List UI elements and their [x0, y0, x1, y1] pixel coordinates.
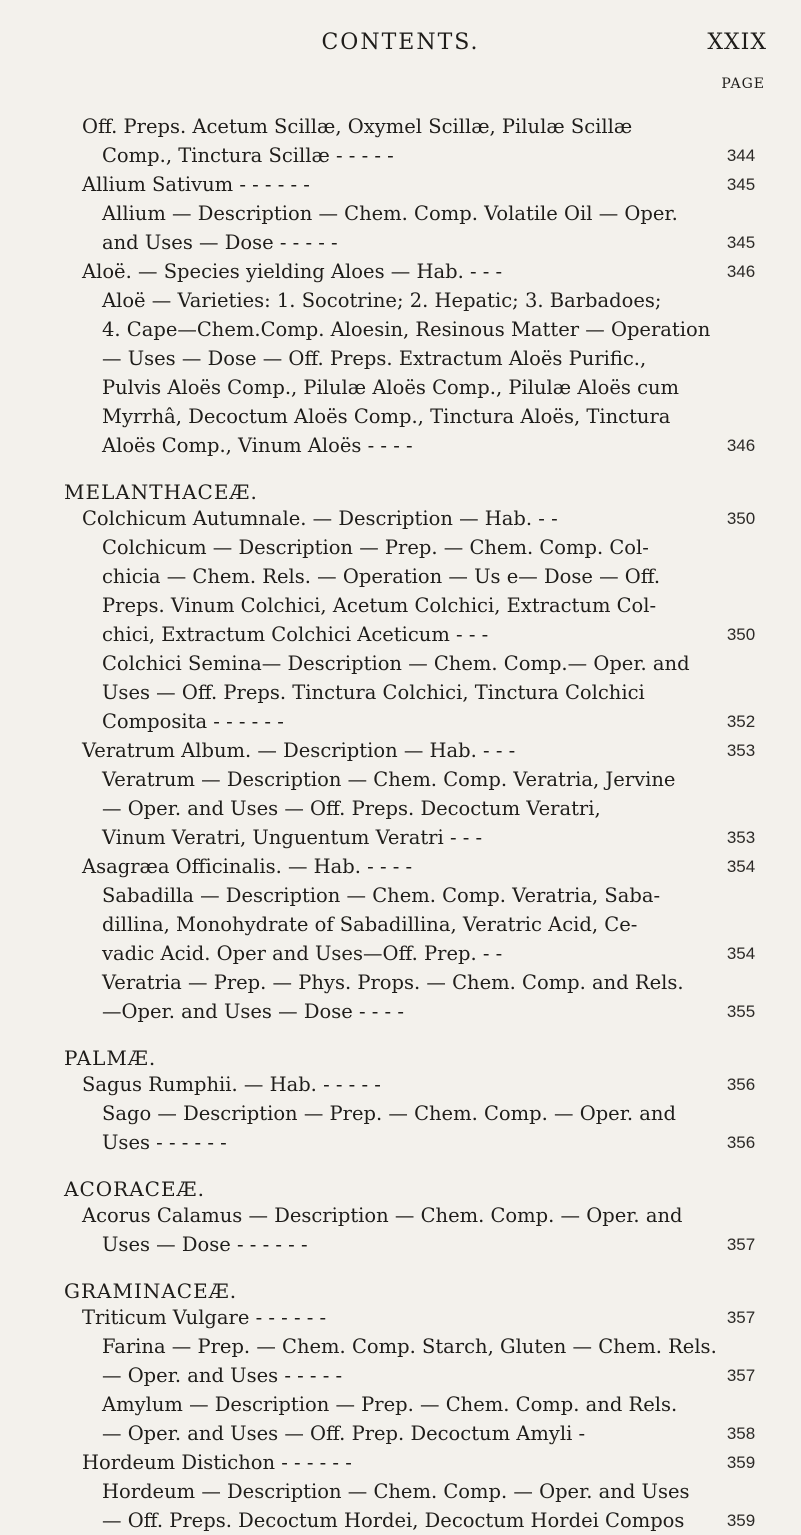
entry-text: Allium — Description — Chem. Comp. Volatile Oil — Oper. — [102, 202, 678, 225]
contents-entry — [0, 707, 801, 736]
contents-entry — [0, 286, 801, 315]
entry-text: Amylum — Description — Prep. — Chem. Comp. and Rels. — [102, 1393, 678, 1416]
section-gap — [0, 460, 801, 470]
entry-text: Hordeum Distichon - - - - - - — [82, 1451, 352, 1474]
contents-entry — [0, 736, 801, 765]
contents-entry — [0, 1201, 801, 1230]
contents-entry — [0, 997, 801, 1026]
contents-entry — [0, 170, 801, 199]
entry-page-number: 345 — [726, 175, 756, 194]
contents-entry — [0, 373, 801, 402]
contents-entry — [0, 1128, 801, 1157]
contents-entry — [0, 1477, 801, 1506]
contents-entry — [0, 649, 801, 678]
section-heading-text: MELANTHACEÆ. — [64, 480, 258, 504]
contents-entry — [0, 1070, 801, 1099]
entry-text: Aloë. — Species yielding Aloes — Hab. - - - — [82, 260, 503, 283]
entry-text: —Oper. and Uses — Dose - - - - — [102, 1000, 404, 1023]
entry-page-number: 346 — [726, 436, 756, 455]
contents-entry — [0, 794, 801, 823]
entry-text: — Off. Preps. Decoctum Hordei, Decoctum Hordei Compos — [102, 1509, 685, 1532]
section-heading — [0, 470, 801, 504]
entry-page-number: 345 — [726, 233, 756, 252]
section-gap — [0, 1026, 801, 1036]
entry-text: vadic Acid. Oper and Uses—Off. Prep. - - — [102, 942, 503, 965]
entry-text: Sago — Description — Prep. — Chem. Comp. — Oper. and — [102, 1102, 676, 1125]
contents-entry — [0, 678, 801, 707]
section-heading — [0, 1167, 801, 1201]
entry-text: Preps. Vinum Colchici, Acetum Colchici, Extractum Col- — [102, 594, 657, 617]
entry-text: Comp., Tinctura Scillæ - - - - - — [102, 144, 394, 167]
contents-entry — [0, 939, 801, 968]
entry-page-number: 357 — [726, 1366, 756, 1385]
entry-text: Uses — Dose - - - - - - — [102, 1233, 308, 1256]
entry-text: Uses — Off. Preps. Tinctura Colchici, Tinctura Colchici — [102, 681, 645, 704]
contents-entry — [0, 1099, 801, 1128]
contents-entry — [0, 968, 801, 997]
entry-text: Veratrum — Description — Chem. Comp. Veratria, Jervine — [102, 768, 676, 791]
entry-page-number: 354 — [726, 857, 756, 876]
section-gap — [0, 1157, 801, 1167]
entry-page-number: 355 — [726, 1002, 756, 1021]
entry-text: — Oper. and Uses — Off. Prep. Decoctum Amyli - — [102, 1422, 586, 1445]
contents-entry — [0, 562, 801, 591]
entry-page-number: 350 — [726, 625, 756, 644]
entry-text: Uses - - - - - - — [102, 1131, 227, 1154]
contents-entry — [0, 1303, 801, 1332]
entry-text: — Oper. and Uses — Off. Preps. Decoctum Veratri, — [102, 797, 601, 820]
roman-page-number: XXIX — [707, 30, 767, 55]
entry-text: Aloës Comp., Vinum Aloës - - - - — [102, 434, 413, 457]
entry-text: Acorus Calamus — Description — Chem. Comp. — Oper. and — [82, 1204, 683, 1227]
contents-entry — [0, 852, 801, 881]
contents-entry — [0, 141, 801, 170]
entry-text: Colchicum — Description — Prep. — Chem. Comp. Col- — [102, 536, 649, 559]
contents-entry — [0, 1448, 801, 1477]
section-heading-text: PALMÆ. — [64, 1046, 157, 1070]
section-heading — [0, 1269, 801, 1303]
contents-entry — [0, 620, 801, 649]
contents-entry — [0, 910, 801, 939]
entry-text: 4. Cape—Chem.Comp. Aloesin, Resinous Matter — Operation — [102, 318, 711, 341]
contents-entry — [0, 257, 801, 286]
entry-text: Aloë — Varieties: 1. Socotrine; 2. Hepatic; 3. Barbadoes; — [102, 289, 662, 312]
contents-entry — [0, 344, 801, 373]
contents-entry — [0, 315, 801, 344]
contents-entry — [0, 431, 801, 460]
entry-text: Pulvis Aloës Comp., Pilulæ Aloës Comp., Pilulæ Aloës cum — [102, 376, 680, 399]
page-column-label: PAGE — [721, 76, 765, 92]
contents-entry — [0, 823, 801, 852]
entry-page-number: 358 — [726, 1424, 756, 1443]
entry-text: Hordeum — Description — Chem. Comp. — Oper. and Uses — [102, 1480, 690, 1503]
entry-text: chicia — Chem. Rels. — Operation — Us e— Dose — Off. — [102, 565, 661, 588]
contents-entry — [0, 199, 801, 228]
contents-list — [0, 112, 801, 1535]
entry-text: Off. Preps. Acetum Scillæ, Oxymel Scillæ, Pilulæ Scillæ — [82, 115, 633, 138]
contents-entry — [0, 112, 801, 141]
contents-entry — [0, 1332, 801, 1361]
contents-entry — [0, 533, 801, 562]
entry-text: Asagræa Officinalis. — Hab. - - - - — [82, 855, 413, 878]
entry-text: Sabadilla — Description — Chem. Comp. Veratria, Saba- — [102, 884, 661, 907]
entry-text: Triticum Vulgare - - - - - - — [82, 1306, 327, 1329]
entry-page-number: 353 — [726, 741, 756, 760]
entry-text: and Uses — Dose - - - - - — [102, 231, 338, 254]
entry-text: Vinum Veratri, Unguentum Veratri - - - — [102, 826, 483, 849]
entry-text: dillina, Monohydrate of Sabadillina, Veratric Acid, Ce- — [102, 913, 638, 936]
entry-text: Veratrum Album. — Description — Hab. - - - — [82, 739, 516, 762]
entry-text: — Oper. and Uses - - - - - — [102, 1364, 343, 1387]
entry-text: Colchici Semina— Description — Chem. Comp.— Oper. and — [102, 652, 690, 675]
entry-text: Allium Sativum - - - - - - — [82, 173, 310, 196]
section-heading-text: GRAMINACEÆ. — [64, 1279, 238, 1303]
running-title: CONTENTS. — [321, 30, 480, 55]
entry-text: Myrrhâ, Decoctum Aloës Comp., Tinctura Aloës, Tinctura — [102, 405, 671, 428]
contents-entry — [0, 1230, 801, 1259]
entry-page-number: 352 — [726, 712, 756, 731]
contents-entry — [0, 1419, 801, 1448]
entry-page-number: 344 — [726, 146, 756, 165]
section-heading — [0, 1036, 801, 1070]
contents-entry — [0, 1361, 801, 1390]
entry-text: Composita - - - - - - — [102, 710, 284, 733]
section-gap — [0, 1259, 801, 1269]
contents-entry — [0, 1506, 801, 1535]
entry-text: Farina — Prep. — Chem. Comp. Starch, Gluten — Chem. Rels. — [102, 1335, 717, 1358]
entry-page-number: 346 — [726, 262, 756, 281]
entry-page-number: 357 — [726, 1235, 756, 1254]
entry-page-number: 356 — [726, 1075, 756, 1094]
contents-entry — [0, 402, 801, 431]
entry-page-number: 357 — [726, 1308, 756, 1327]
contents-entry — [0, 765, 801, 794]
section-heading-text: ACORACEÆ. — [64, 1177, 205, 1201]
entry-page-number: 350 — [726, 509, 756, 528]
entry-text: — Uses — Dose — Off. Preps. Extractum Aloës Purific., — [102, 347, 647, 370]
contents-entry — [0, 881, 801, 910]
contents-entry — [0, 1390, 801, 1419]
contents-entry — [0, 504, 801, 533]
contents-entry — [0, 591, 801, 620]
entry-page-number: 359 — [726, 1511, 756, 1530]
entry-page-number: 354 — [726, 944, 756, 963]
entry-text: Sagus Rumphii. — Hab. - - - - - — [82, 1073, 381, 1096]
entry-text: chici, Extractum Colchici Aceticum - - - — [102, 623, 489, 646]
entry-page-number: 359 — [726, 1453, 756, 1472]
entry-page-number: 356 — [726, 1133, 756, 1152]
entry-text: Colchicum Autumnale. — Description — Hab. - - — [82, 507, 558, 530]
entry-text: Veratria — Prep. — Phys. Props. — Chem. Comp. and Rels. — [102, 971, 684, 994]
entry-page-number: 353 — [726, 828, 756, 847]
contents-entry — [0, 228, 801, 257]
